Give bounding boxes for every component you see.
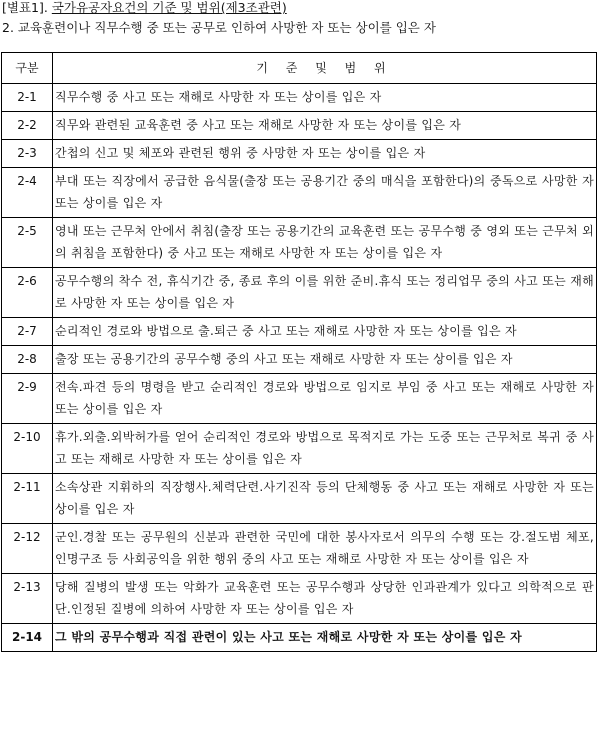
row-criteria-text: 군인.경찰 또는 공무원의 신분과 관련한 국민에 대한 봉사자로서 의무의 수행 또는 강.절도범 체포, 인명구조 등 사회공익을 위한 행위 중의 사고 또는 재해로 사망한 자 또는 상이를 입은 자 bbox=[53, 524, 597, 574]
row-id: 2-12 bbox=[2, 524, 53, 574]
table-row bbox=[2, 374, 597, 424]
row-criteria-text: 직무수행 중 사고 또는 재해로 사망한 자 또는 상이를 입은 자 bbox=[53, 84, 597, 112]
row-id: 2-5 bbox=[2, 218, 53, 268]
row-id: 2-3 bbox=[2, 140, 53, 168]
row-id: 2-6 bbox=[2, 268, 53, 318]
table-row bbox=[2, 318, 597, 346]
row-id: 2-2 bbox=[2, 112, 53, 140]
table-row bbox=[2, 112, 597, 140]
row-criteria-text: 간첩의 신고 및 체포와 관련된 행위 중 사망한 자 또는 상이를 입은 자 bbox=[53, 140, 597, 168]
annex-reference: (제3조관련) bbox=[220, 0, 287, 15]
row-criteria-text: 휴가.외출.외박허가를 얻어 순리적인 경로와 방법으로 목적지로 가는 도중 또는 근무처로 복귀 중 사고 또는 재해로 사망한 자 또는 상이를 입은 자 bbox=[53, 424, 597, 474]
row-id: 2-4 bbox=[2, 168, 53, 218]
row-criteria-text: 출장 또는 공용기간의 공무수행 중의 사고 또는 재해로 사망한 자 또는 상이를 입은 자 bbox=[53, 346, 597, 374]
row-criteria-text: 전속.파견 등의 명령을 받고 순리적인 경로와 방법으로 임지로 부임 중 사고 또는 재해로 사망한 자 또는 상이를 입은 자 bbox=[53, 374, 597, 424]
table-row bbox=[2, 346, 597, 374]
table-row bbox=[2, 218, 597, 268]
column-header-criteria: 기 준 및 범 위 bbox=[53, 53, 597, 84]
table-row bbox=[2, 168, 597, 218]
row-id: 2-8 bbox=[2, 346, 53, 374]
row-id: 2-9 bbox=[2, 374, 53, 424]
table-row bbox=[2, 624, 597, 652]
row-criteria-text: 당해 질병의 발생 또는 악화가 교육훈련 또는 공무수행과 상당한 인과관계가 있다고 의학적으로 판단.인정된 질병에 의하여 사망한 자 또는 상이를 입은 자 bbox=[53, 574, 597, 624]
table-header-row bbox=[2, 53, 597, 84]
row-id: 2-1 bbox=[2, 84, 53, 112]
row-criteria-text: 그 밖의 공무수행과 직접 관련이 있는 사고 또는 재해로 사망한 자 또는 상이를 입은 자 bbox=[53, 624, 597, 652]
table-row bbox=[2, 524, 597, 574]
row-criteria-text: 영내 또는 근무처 안에서 취침(출장 또는 공용기간의 교육훈련 또는 공무수행 중 영외 또는 근무처 외의 취침을 포함한다) 중 사고 또는 재해로 사망한 자 또는 상이를 입은 자 bbox=[53, 218, 597, 268]
row-id: 2-14 bbox=[2, 624, 53, 652]
row-id: 2-11 bbox=[2, 474, 53, 524]
section-subtitle: 2. 교육훈련이나 직무수행 중 또는 공무로 인하여 사망한 자 또는 상이를 입은 자 bbox=[2, 20, 436, 35]
row-criteria-text: 부대 또는 직장에서 공급한 음식물(출장 또는 공용기간 중의 매식을 포함한다)의 중독으로 사망한 자 또는 상이를 입은 자 bbox=[53, 168, 597, 218]
criteria-table bbox=[1, 52, 597, 652]
table-row bbox=[2, 574, 597, 624]
table-body bbox=[2, 84, 597, 652]
row-criteria-text: 소속상관 지휘하의 직장행사.체력단련.사기진작 등의 단체행동 중 사고 또는 재해로 사망한 자 또는 상이를 입은 자 bbox=[53, 474, 597, 524]
row-criteria-text: 직무와 관련된 교육훈련 중 사고 또는 재해로 사망한 자 또는 상이를 입은 자 bbox=[53, 112, 597, 140]
table-row bbox=[2, 140, 597, 168]
document-header bbox=[2, 0, 287, 16]
row-id: 2-10 bbox=[2, 424, 53, 474]
annex-title: 국가유공자요건의 기준 및 범위 bbox=[51, 0, 221, 15]
table-row bbox=[2, 84, 597, 112]
column-header-category: 구분 bbox=[2, 53, 53, 84]
annex-label: [별표1]. bbox=[2, 0, 52, 15]
row-criteria-text: 공무수행의 착수 전, 휴식기간 중, 종료 후의 이를 위한 준비.휴식 또는 정리업무 중의 사고 또는 재해로 사망한 자 또는 상이를 입은 자 bbox=[53, 268, 597, 318]
row-id: 2-7 bbox=[2, 318, 53, 346]
table-row bbox=[2, 424, 597, 474]
row-criteria-text: 순리적인 경로와 방법으로 출.퇴근 중 사고 또는 재해로 사망한 자 또는 상이를 입은 자 bbox=[53, 318, 597, 346]
table-row bbox=[2, 268, 597, 318]
table-row bbox=[2, 474, 597, 524]
row-id: 2-13 bbox=[2, 574, 53, 624]
